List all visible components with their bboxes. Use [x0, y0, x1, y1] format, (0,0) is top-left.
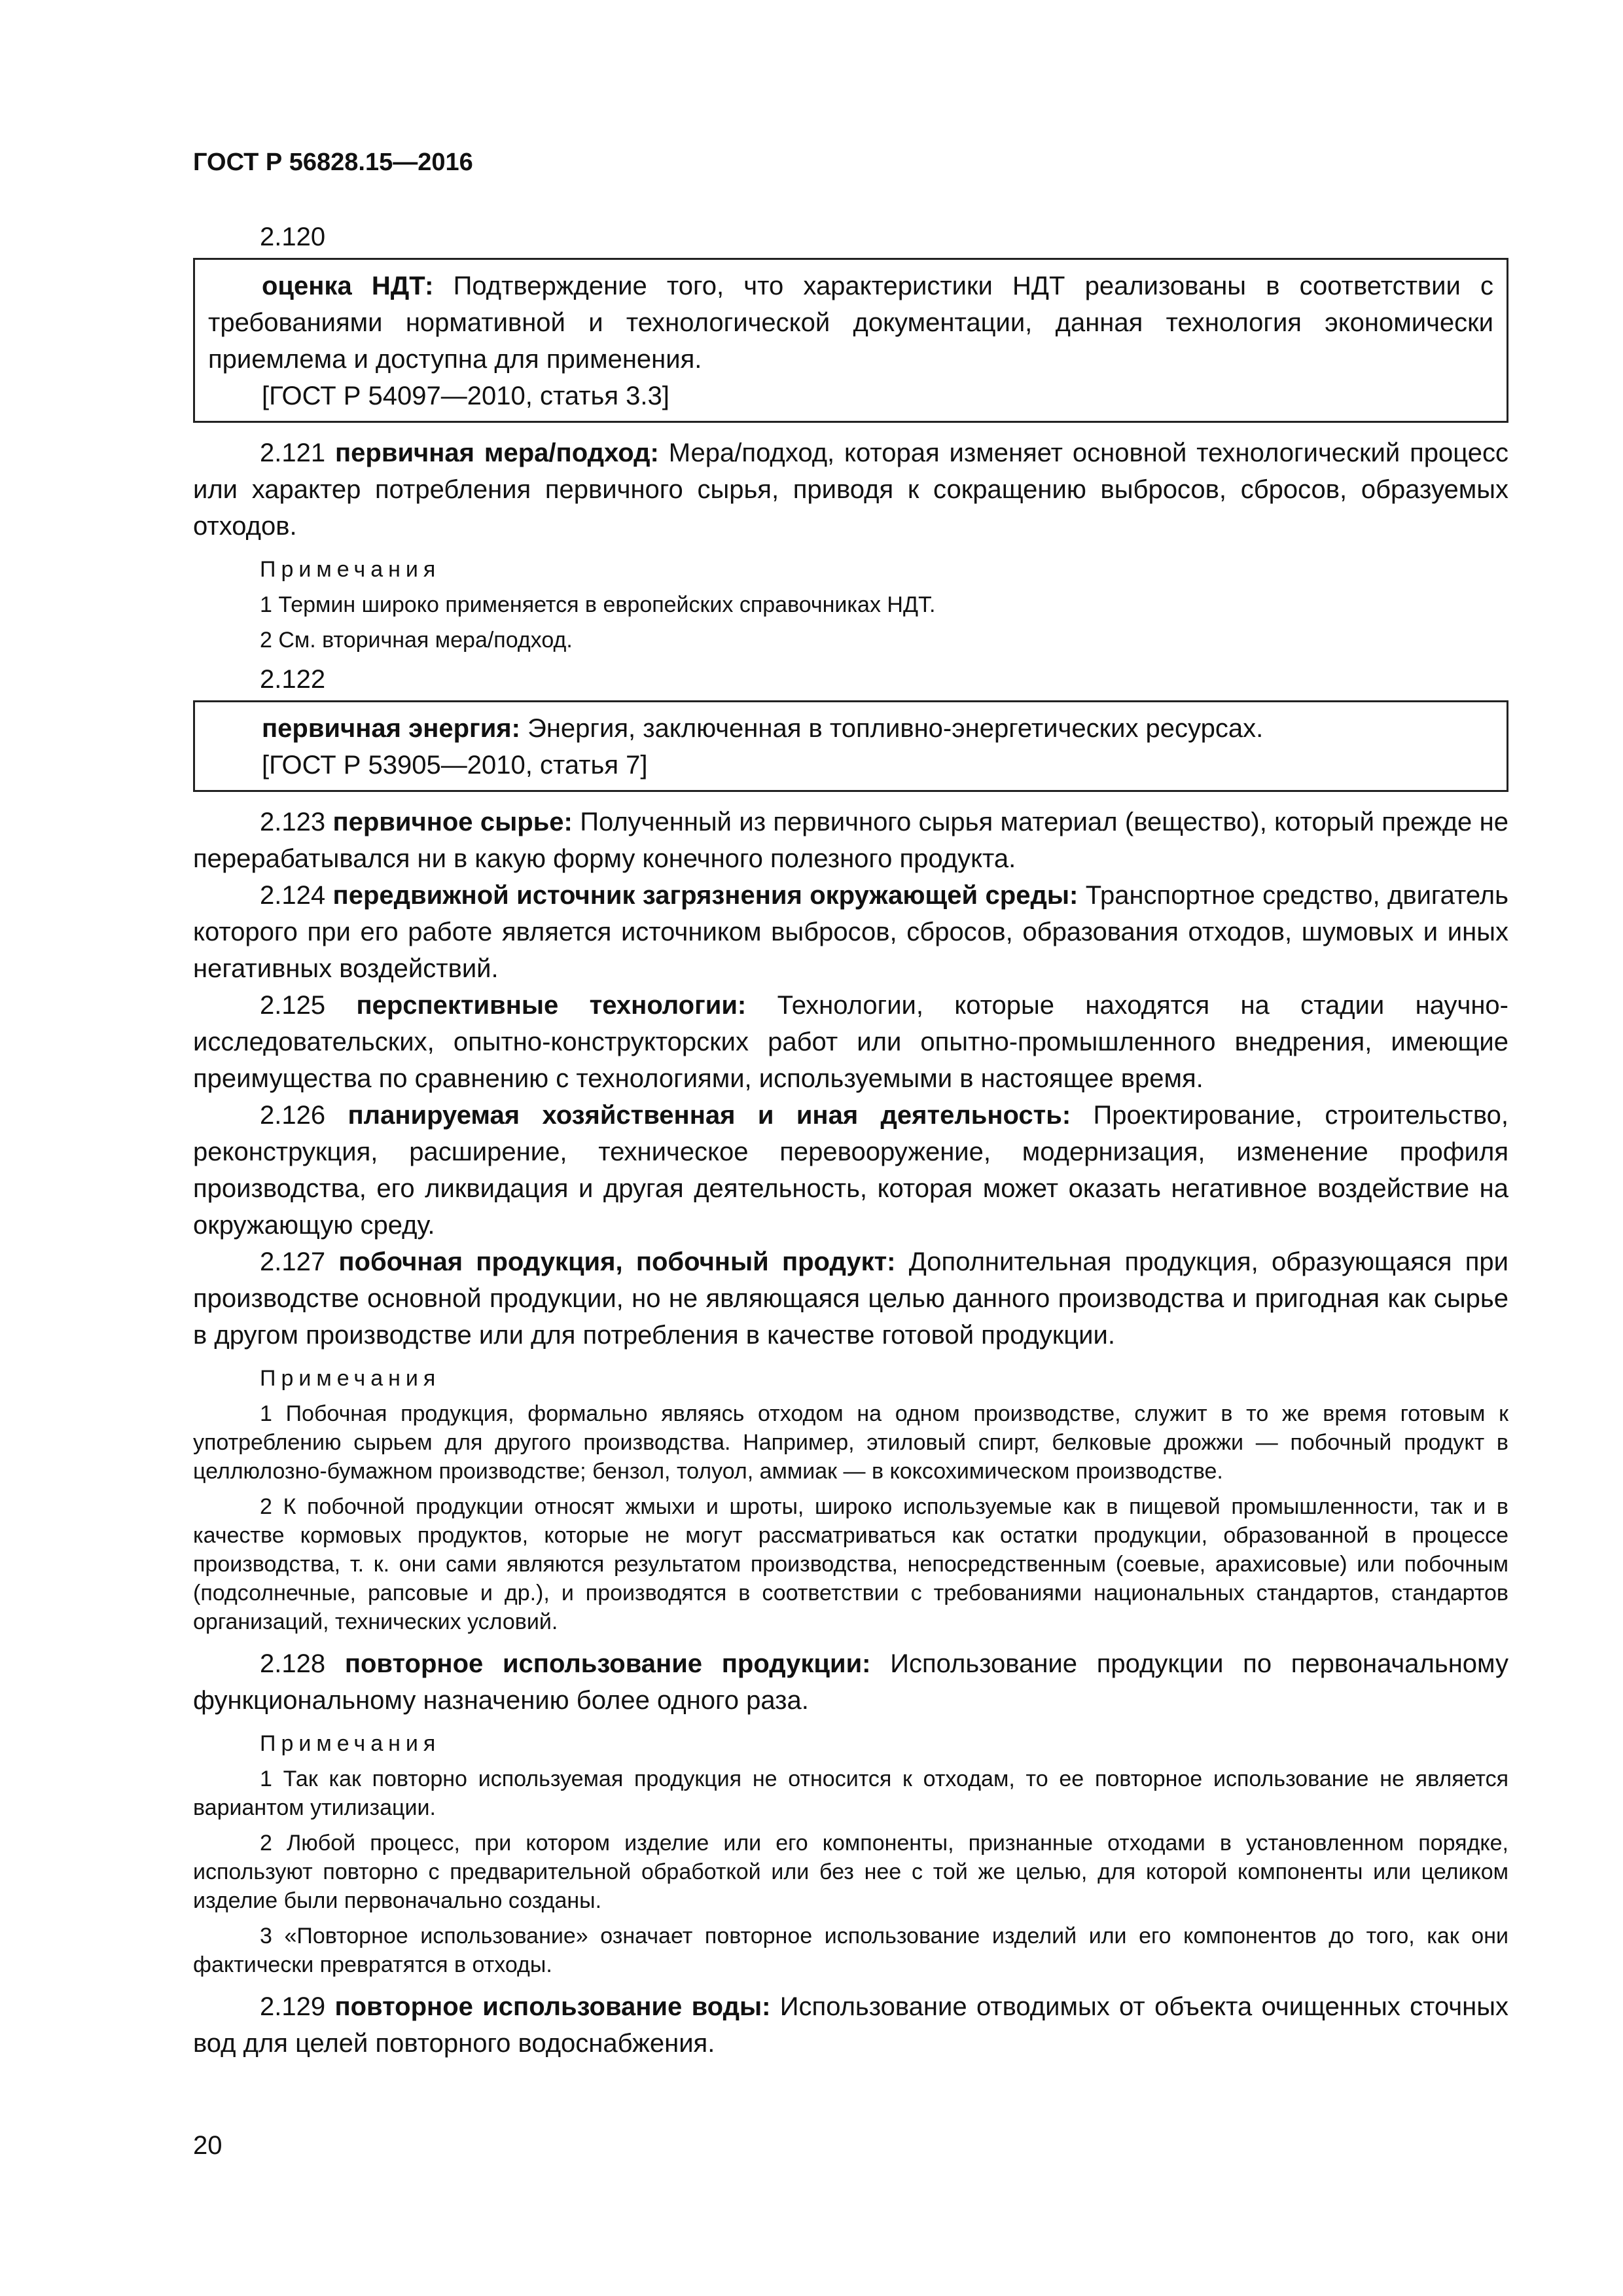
entry-number-2-125: 2.125: [260, 991, 326, 1020]
page-number: 20: [193, 2131, 223, 2160]
entry-number-2-128: 2.128: [260, 1649, 326, 1678]
definition-text-2-129: Использование отводимых от объекта очищенных сточных вод для целей повторного водоснабжения.: [193, 1992, 1508, 2058]
entry-number-2-129: 2.129: [260, 1992, 326, 2021]
definition-text-2-121: Мера/подход, которая изменяет основной технологический процесс или характер потребления первичного сырья, приводя к сокращению выбросов, сбросов, образуемых отходов.: [193, 439, 1508, 541]
definition-text-2-122: Энергия, заключенная в топливно-энергетических ресурсах.: [520, 714, 1264, 743]
term-2-129: повторное использование воды:: [334, 1992, 771, 2021]
definition-text-2-128: Использование продукции по первоначальному функциональному назначению более одного раза.: [193, 1649, 1508, 1715]
term-2-121: первичная мера/подход:: [335, 439, 659, 467]
notes-title-2-128: Примечания: [260, 1731, 441, 1756]
definition-text-2-127: Дополнительная продукция, образующаяся при производстве основной продукции, но не являющаяся целью данного производства и пригодная как сырье в другом производстве или для потребления в качестве готовой продукции.: [193, 1247, 1508, 1350]
note-2-127-2: 2 К побочной продукции относят жмыхи и шроты, широко используемые как в пищевой промышленности, так и в качестве кормовых продуктов, которые не могут рассматриваться как остатки продукции, образованной в процессе производства, т. к. они сами являются результатом производства, непосредственным (соевые, арахисовые) или побочным (подсолнечные, рапсовые и др.), и производятся в соответствии с требованиями национальных стандартов, стандартов организаций, технических условий.: [193, 1494, 1508, 1634]
entry-number-2-122: 2.122: [260, 665, 326, 694]
definition-2-127: [193, 1244, 1508, 1354]
definition-2-124: [193, 877, 1508, 987]
term-2-127: побочная продукция, побочный продукт:: [338, 1247, 896, 1276]
definition-2-126: [193, 1097, 1508, 1244]
definition-text-2-125: Технологии, которые находятся на стадии научно-исследовательских, опытно-конструкторских работ или опытно-промышленного внедрения, имеющие преимущества по сравнению с технологиями, используемыми в настоящее время.: [193, 991, 1508, 1093]
entry-number-2-127: 2.127: [260, 1247, 326, 1276]
source-reference-2-122: [ГОСТ Р 53905—2010, статья 7]: [262, 751, 648, 780]
entry-number-2-126: 2.126: [260, 1101, 326, 1130]
notes-title-2-127: Примечания: [260, 1366, 441, 1391]
term-2-120: оценка НДТ:: [262, 272, 434, 300]
term-2-128: повторное использование продукции:: [344, 1649, 871, 1678]
definition-2-120: [208, 268, 1493, 378]
note-2-128-1: 1 Так как повторно используемая продукция не относится к отходам, то ее повторное использование не является вариантом утилизации.: [193, 1767, 1508, 1820]
note-2-128-2: 2 Любой процесс, при котором изделие или его компоненты, признанные отходами в установленном порядке, используют повторно с предварительной обработкой или без нее с той же целью, для которой компоненты или целиком изделие были первоначально созданы.: [193, 1831, 1508, 1913]
entry-number-2-123: 2.123: [260, 808, 326, 836]
note-2-121-1: 1 Термин широко применяется в европейских справочниках НДТ.: [260, 592, 936, 617]
notes-title-2-121: Примечания: [260, 557, 441, 582]
note-2-128-3: 3 «Повторное использование» означает повторное использование изделий или его компонентов до того, как они фактически превратятся в отходы.: [193, 1924, 1508, 1977]
definition-2-122: [208, 710, 1493, 747]
definition-text-2-120: Подтверждение того, что характеристики НДТ реализованы в соответствии с требованиями нормативной и технологической документации, данная технология экономически приемлема и доступна для применения.: [208, 272, 1494, 374]
entry-number-2-120: 2.120: [260, 223, 326, 251]
term-2-124: передвижной источник загрязнения окружающей среды:: [332, 881, 1079, 910]
boxed-definition-2-120: [193, 258, 1508, 423]
boxed-definition-2-122: [193, 700, 1508, 792]
document-code-header: ГОСТ Р 56828.15—2016: [193, 149, 473, 176]
definition-text-2-126: Проектирование, строительство, реконструкция, расширение, техническое перевооружение, модернизация, изменение профиля производства, его ликвидация и другая деятельность, которая может оказать негативное воздействие на окружающую среду.: [193, 1101, 1508, 1240]
term-2-125: перспективные технологии:: [356, 991, 747, 1020]
definition-text-2-123: Полученный из первичного сырья материал (вещество), который прежде не перерабатывался ни в какую форму конечного полезного продукта.: [193, 808, 1508, 873]
note-2-127-1: 1 Побочная продукция, формально являясь отходом на одном производстве, служит в то же время готовым к употреблению сырьем для другого производства. Например, этиловый спирт, белковые дрожжи — побочный продукт в целлюлозно-бумажном производстве; бензол, толуол, аммиак — в коксохимическом производстве.: [193, 1401, 1508, 1484]
definition-2-125: [193, 987, 1508, 1097]
definition-text-2-124: Транспортное средство, двигатель которого при его работе является источником выбросов, сбросов, образования отходов, шумовых и иных негативных воздействий.: [193, 881, 1508, 983]
definition-2-129: [193, 1988, 1508, 2062]
definition-2-121: [193, 435, 1508, 545]
term-2-123: первичное сырье:: [332, 808, 573, 836]
note-2-121-2: 2 См. вторичная мера/подход.: [260, 628, 573, 653]
definition-2-123: [193, 804, 1508, 877]
entry-number-2-121: 2.121: [260, 439, 326, 467]
definition-2-128: [193, 1645, 1508, 1719]
entry-number-2-124: 2.124: [260, 881, 326, 910]
term-2-126: планируемая хозяйственная и иная деятельность:: [348, 1101, 1071, 1130]
source-reference-2-120: [ГОСТ Р 54097—2010, статья 3.3]: [262, 382, 669, 410]
terms-section: [193, 219, 1508, 2062]
term-2-122: первичная энергия:: [262, 714, 520, 743]
